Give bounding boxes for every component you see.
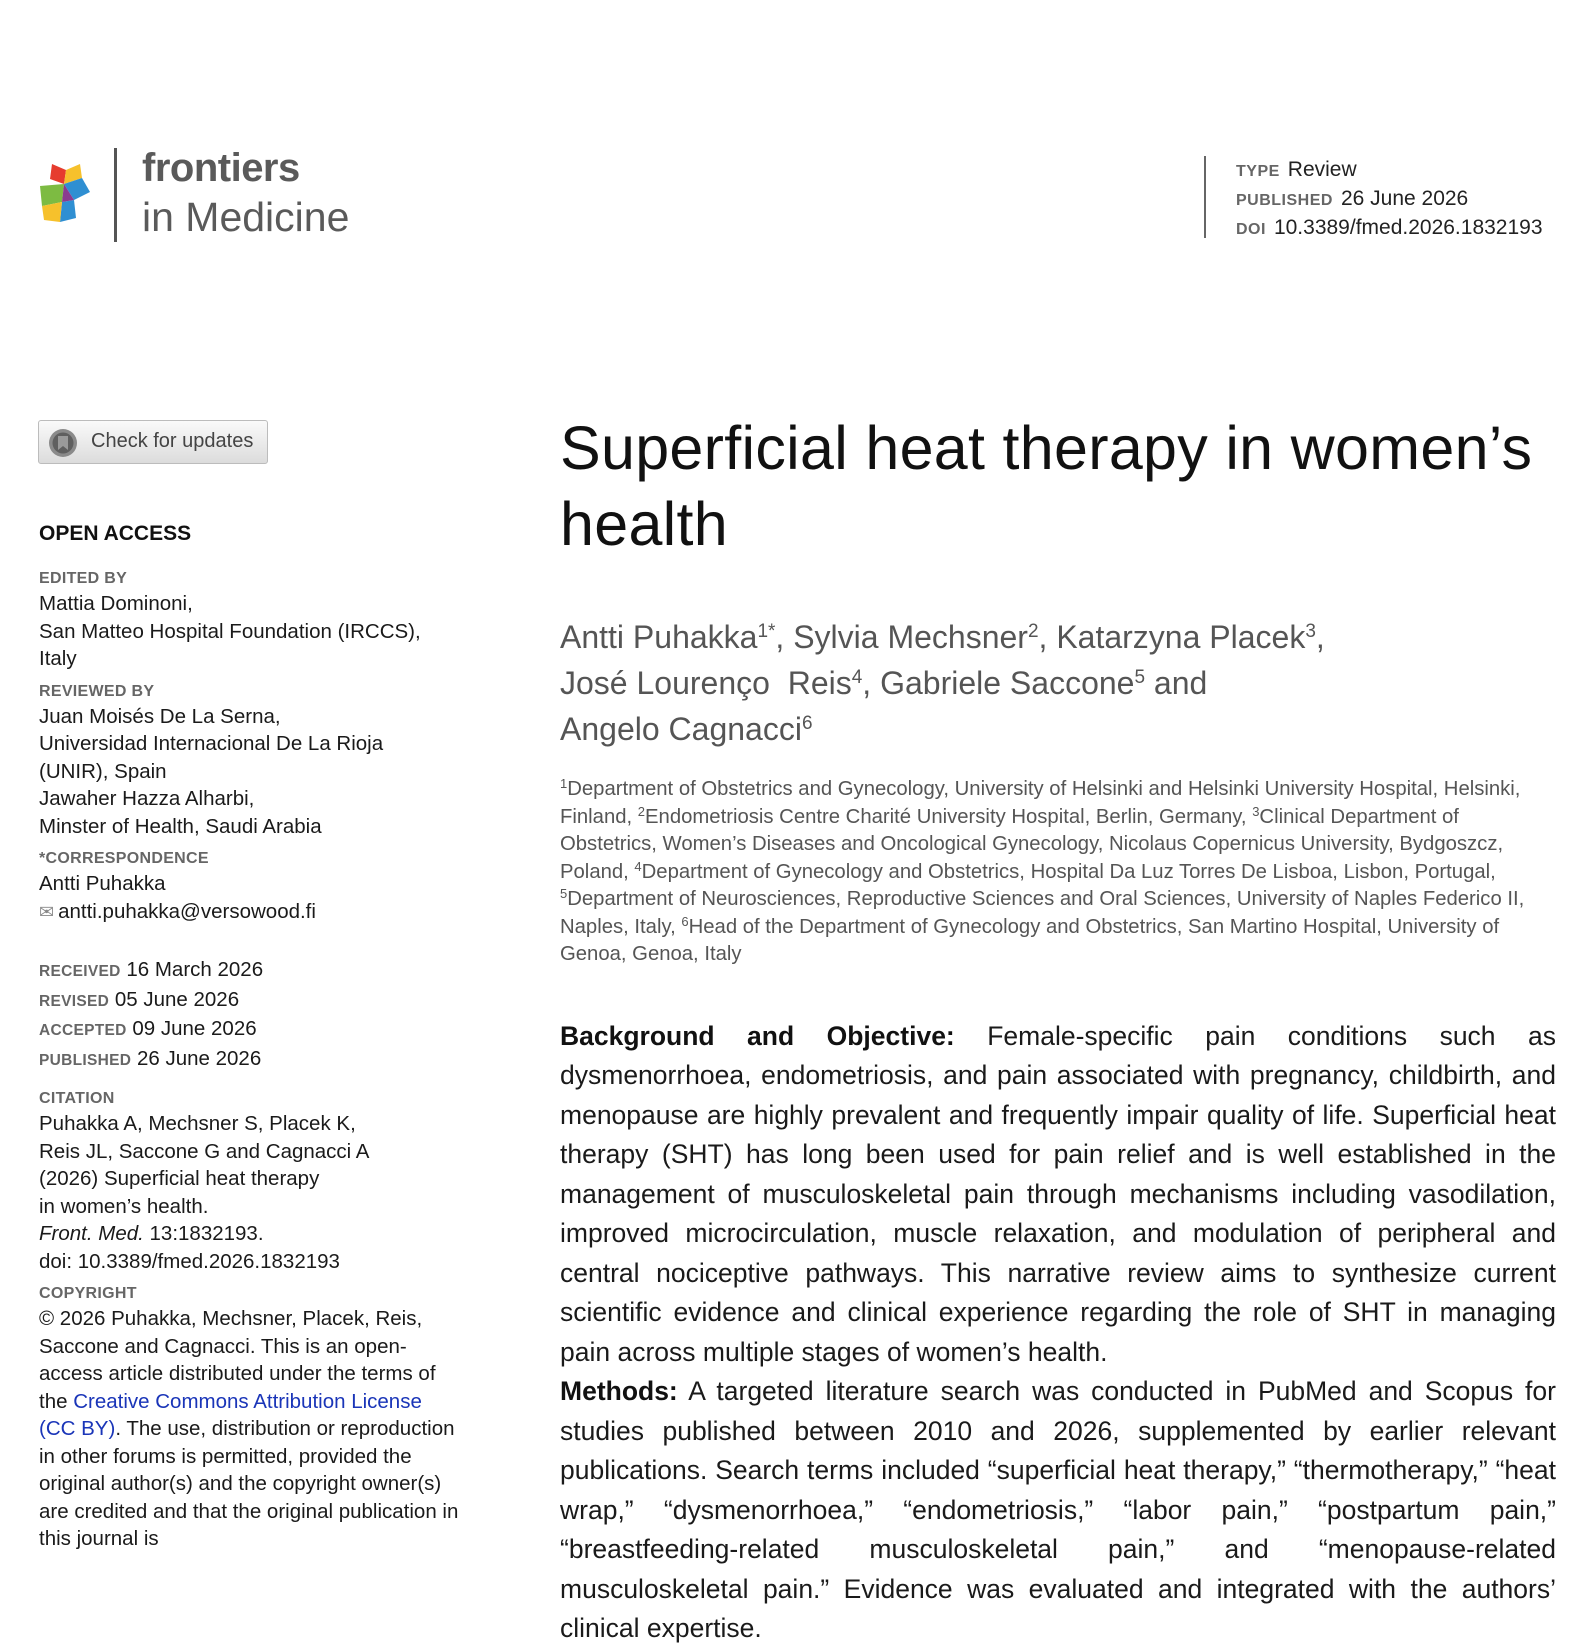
- journal-subname: in Medicine: [142, 194, 350, 240]
- reviewer-line: Juan Moisés De La Serna,: [39, 704, 281, 728]
- citation-line: Reis JL, Saccone G and Cagnacci A: [39, 1139, 370, 1163]
- citation-journal-line: Front. Med. 13:1832193.: [39, 1222, 264, 1245]
- logo-divider: [114, 148, 117, 242]
- revised-date: REVISED 05 June 2026: [39, 987, 240, 1011]
- meta-published: PUBLISHED 26 June 2026: [1236, 187, 1469, 210]
- author-list: Antti Puhakka$^{1*}$, Sylvia Mechsner$^2$, Katarzyna Placek$^3$, José Lourenço Reis$^4$, Gabriele Saccone$^5$ and Angelo Cagnacci$^6$: [560, 619, 1325, 747]
- copyright-text: © 2026 Puhakka, Mechsner, Placek, Reis, Saccone and Cagnacci. This is an open-access article distributed under the terms of the Creative Commons Attribution License (CC BY). The use, distribution or reproduction in other forums is permitted, provided the original author(s) and the copyright owner(s) are credited and that the original publication in this journal is: [39, 1307, 459, 1550]
- check-for-updates-button[interactable]: [38, 420, 268, 464]
- editor-line: Italy: [39, 647, 77, 670]
- citation-section: CITATION Puhakka A, Mechsner S, Placek K, Reis JL, Saccone G and Cagnacci A (2026) Superficial heat therapy in women’s health. Front. Med. 13:1832193. doi: 10.3389/fmed.2026.1832193: [39, 1088, 459, 1275]
- edited-by-section: EDITED BY Mattia Dominoni, San Matteo Hospital Foundation (IRCCS), Italy: [39, 568, 459, 673]
- published-date: PUBLISHED 26 June 2026: [39, 1046, 262, 1070]
- correspondence-section: *CORRESPONDENCE Antti Puhakka ✉ antti.puhakka@versowood.fi: [39, 848, 459, 926]
- bookmark-circle-icon: [48, 428, 78, 458]
- correspondence-email-link[interactable]: antti.puhakka@versowood.fi: [58, 899, 316, 923]
- dates-section: [39, 956, 459, 1074]
- citation-doi: doi: 10.3389/fmed.2026.1832193: [39, 1249, 340, 1273]
- envelope-icon: ✉: [39, 901, 55, 922]
- affiliations: $^1$Department of Obstetrics and Gynecology, University of Helsinki and Helsinki University Hospital, Helsinki, Finland, $^2$Endometriosis Centre Charité University Hospital, Berlin, Germany, $^3$Clinical Department of Obstetrics, Women’s Diseases and Oncological Gynecology, Nicolaus Copernicus University, Bydgoszcz, Poland, $^4$Department of Gynecology and Obstetrics, Hospital Da Luz Torres De Lisboa, Lisbon, Portugal, $^5$Department of Neurosciences, Reproductive Sciences and Oral Sciences, University of Naples Federico II, Naples, Italy, $^6$Head of the Department of Gynecology and Obstetrics, San Martino Hospital, University of Genoa, Genoa, Italy: [560, 776, 1525, 965]
- reviewer-line: Minster of Health, Saudi Arabia: [39, 814, 322, 838]
- journal-name: frontiers: [142, 146, 300, 190]
- accepted-date: ACCEPTED 09 June 2026: [39, 1017, 257, 1040]
- citation-line: Puhakka A, Mechsner S, Placek K,: [39, 1112, 356, 1135]
- author[interactable]: Gabriele Saccone$^5$: [880, 665, 1146, 701]
- article-main: [560, 410, 1556, 1649]
- author[interactable]: Sylvia Mechsner$^2$: [793, 619, 1039, 655]
- abstract-background: Background and Objective: Female-specific pain conditions such as dysmenorrhoea, endometriosis, and pain associated with pregnancy, childbirth, and menopause are highly prevalent and frequently impair quality of life. Superficial heat therapy (SHT) has long been used for pain relief and is well established in the management of musculoskeletal pain through mechanisms including vasodilation, improved microcirculation, muscle relaxation, and modulation of peripheral and central nociceptive pathways. This narrative review aims to synthesize current scientific evidence and clinical experience regarding the role of SHT in managing pain across multiple stages of women’s health.: [560, 1020, 1556, 1367]
- author[interactable]: Katarzyna Placek$^3$: [1056, 619, 1316, 655]
- reviewer-line: Jawaher Hazza Alharbi,: [39, 787, 255, 810]
- abstract: [560, 1017, 1556, 1649]
- article-title: Superficial heat therapy in women’s health: [560, 414, 1533, 558]
- correspondence-name: Antti Puhakka: [39, 872, 166, 895]
- abstract-methods: Methods: A targeted literature search was conducted in PubMed and Scopus for studies published between 2010 and 2026, supplemented by earlier relevant publications. Search terms included “superficial heat therapy,” “thermotherapy,” “heat wrap,” “dysmenorrhoea,” “endometriosis,” “labor pain,” “postpartum pain,” “breastfeeding-related musculoskeletal pain,” and “menopause-related musculoskeletal pain.” Evidence was evaluated and integrated with the authors’ clinical expertise.: [560, 1376, 1556, 1643]
- article-meta: [1204, 156, 1543, 238]
- author[interactable]: Antti Puhakka$^{1*}$: [560, 619, 776, 655]
- reviewer-line: Universidad Internacional De La Rioja: [39, 732, 384, 755]
- check-for-updates-label: Check for updates: [91, 430, 254, 452]
- reviewer-line: (UNIR), Spain: [39, 759, 167, 783]
- cc-by-license-link[interactable]: Creative Commons Attribution License (CC BY): [39, 1389, 422, 1440]
- copyright-section: COPYRIGHT © 2026 Puhakka, Mechsner, Placek, Reis, Saccone and Cagnacci. This is an open-access article distributed under the terms of the Creative Commons Attribution License (CC BY). The use, distribution or reproduction in other forums is permitted, provided the original author(s) and the copyright owner(s) are credited and that the original publication in this journal is: [39, 1283, 459, 1553]
- open-access-label: OPEN ACCESS: [39, 522, 192, 545]
- correspondence-email-row: [39, 898, 459, 927]
- sidebar: [39, 522, 459, 1561]
- citation-line: in women’s health.: [39, 1194, 209, 1218]
- author[interactable]: José Lourenço Reis$^4$: [560, 665, 863, 701]
- received-date: RECEIVED 16 March 2026: [39, 958, 264, 981]
- meta-doi: DOI 10.3389/fmed.2026.1832193: [1236, 216, 1543, 239]
- citation-line: (2026) Superficial heat therapy: [39, 1167, 320, 1190]
- frontiers-logo-icon: [38, 162, 92, 224]
- reviewed-by-section: REVIEWED BY Juan Moisés De La Serna, Universidad Internacional De La Rioja (UNIR), Spain Jawaher Hazza Alharbi, Minster of Health, Saudi Arabia: [39, 681, 459, 841]
- meta-type: TYPE Review: [1236, 158, 1357, 181]
- author[interactable]: Angelo Cagnacci$^6$: [560, 711, 813, 747]
- editor-line: San Matteo Hospital Foundation (IRCCS),: [39, 619, 421, 643]
- editor-line: Mattia Dominoni,: [39, 592, 193, 615]
